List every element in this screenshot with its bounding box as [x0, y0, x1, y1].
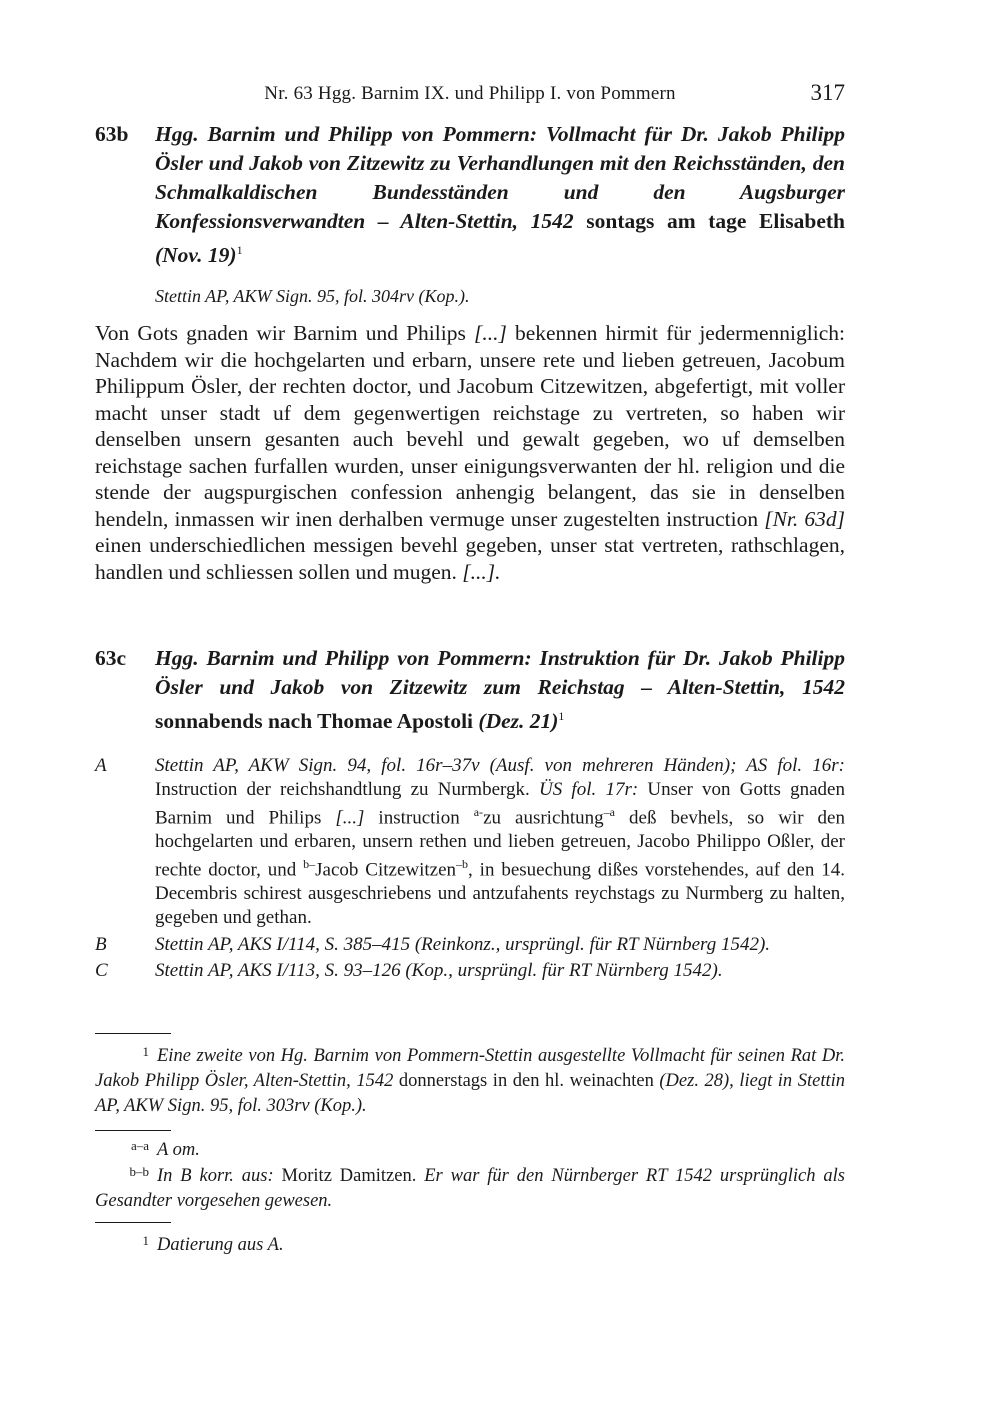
footnote-ref: 1 [558, 709, 565, 723]
footnote-text: (Dez. 28), liegt in Stettin AP, AKW Sign. 95, fol. 303rv (Kop.). [95, 1071, 845, 1116]
text-segment: Jacob Citzewitzen [315, 859, 457, 881]
source-line: Stettin AP, AKW Sign. 95, fol. 304rv (Kop.). [155, 286, 470, 307]
text-segment: Von Gots gnaden wir Barnim und Philips [95, 321, 474, 346]
footnote-rule [95, 1033, 171, 1034]
editorial-ellipsis: [...] [473, 321, 507, 346]
cross-reference: [Nr. 63d] [764, 506, 845, 531]
witness-b [95, 933, 845, 957]
footnote-mark: 1 [142, 1044, 149, 1059]
footnote-mark: 1 [142, 1233, 149, 1248]
note-mark: b– [303, 857, 316, 872]
text-segment: instruction [364, 807, 474, 829]
witness-source: Stettin AP, AKS I/114, S. 385–415 (Reinkonz., ursprüngl. für RT Nürnberg 1542). [155, 934, 771, 956]
siglum: A [95, 755, 107, 777]
heading-63b [95, 120, 845, 270]
document-number: 63b [95, 122, 129, 146]
witness-source: Stettin AP, AKS I/113, S. 93–126 (Kop., ursprüngl. für RT Nürnberg 1542). [155, 959, 723, 981]
witness-a [95, 754, 845, 929]
document-number: 63c [95, 646, 127, 670]
note-text: Moritz Damitzen. [273, 1166, 425, 1186]
text-segment: zu ausrichtung [483, 807, 604, 829]
siglum: B [95, 934, 107, 956]
heading-date-phrase: sontags am tage Elisabeth [586, 209, 846, 233]
footnote-text: Datierung aus A. [157, 1235, 284, 1255]
note-mark: –a [603, 805, 615, 820]
footnote-63b-1 [95, 1039, 845, 1119]
running-title: Nr. 63 Hgg. Barnim IX. und Philipp I. von Pommern [264, 83, 676, 104]
heading-date: (Dez. 21) [478, 709, 559, 734]
text-label: ÜS fol. 17r: [538, 778, 639, 800]
heading-63c [95, 644, 845, 736]
heading-date-phrase: sonnabends nach Thomae Apostoli [155, 709, 474, 734]
footnote-63c-1 [95, 1228, 845, 1258]
text-segment: , in besuechung dißes vorstehendes, auf den 14. Decembris schirest ausgeschriebens und antzufahents reychstags zu Nurmberg zu halten, gegeben und gethan. [155, 859, 846, 928]
footnote-ref: 1 [236, 243, 243, 257]
note-text: A om. [157, 1140, 200, 1160]
note-mark: a–a [130, 1138, 149, 1153]
note-mark: –b [456, 857, 469, 872]
running-header [95, 80, 845, 108]
text-segment: bekennen hirmit für jedermenniglich: Nachdem wir die hochgelarten und erbarn, unsere rete und lieben getreuen, Jacobum Philippum Ösler, der rechten doctor, und Jacobum Citzewitzen, abgefertigt, mit voller macht unser stadt uf dem gegenwertigen reichstage zu vertreten, so haben wir denselben unsern gesanten auch bevehl und gewalt gegeben, wo uf demselben reichstage sachen furfallen wurden, unser einigungsverwanten der hl. religion und die stende der augspurgischen confession anhengig belangent, das sie in denselben hendeln, inmassen wir inen derhalben vermuge unser zugestelten instruction [95, 321, 845, 531]
editorial-ellipsis: [...]. [462, 559, 501, 584]
note-mark: a- [473, 805, 484, 820]
textual-note-b [95, 1159, 845, 1214]
note-mark: b–b [129, 1164, 149, 1179]
document-63b [95, 120, 845, 585]
document-63c [95, 644, 845, 982]
note-text: In B korr. aus: [157, 1166, 274, 1186]
heading-title: Hgg. Barnim und Philipp von Pommern: Instruktion für Dr. Jakob Philipp Ösler und Jakob von Zitzewitz zum Reichstag – Alten-Stettin, 1542 [155, 646, 845, 699]
footnote-text: donnerstags in den hl. weinachten [393, 1071, 660, 1091]
siglum: C [95, 959, 108, 981]
witness-c [95, 959, 845, 983]
textual-notes-rule [95, 1130, 171, 1131]
document-text [95, 320, 845, 585]
heading-title: Hgg. Barnim und Philipp von Pommern: Vollmacht für Dr. Jakob Philipp Ösler und Jakob von Zitzewitz zu Verhandlungen mit den Reichsständen, den Schmalkaldischen Bundesständen und den Augsburger Konfessionsverwandten – Alten-Stettin, 1542 [155, 122, 845, 233]
page-number: 317 [810, 80, 845, 105]
heading-date: (Nov. 19) [155, 243, 237, 268]
note-text: Er war für den Nürnberger RT 1542 ursprünglich als Gesandter vorgesehen gewesen. [95, 1166, 845, 1211]
text-segment: Instruction der reichshandtlung zu Nurmbergk. [155, 778, 539, 800]
footnote-rule-63c [95, 1222, 171, 1223]
text-segment: einen underschiedlichen messigen bevehl gegeben, unser stat vertreten, rathschlagen, handlen und schliessen sollen und mugen. [95, 533, 845, 584]
text-segment: Unser von Gotts gnaden Barnim und Philips [155, 778, 845, 829]
footnote-text: Eine zweite von Hg. Barnim von Pommern-Stettin ausgestellte Vollmacht für seinen Rat Dr. Jakob Philipp Ösler, Alten-Stettin, 1542 [95, 1046, 845, 1091]
witness-source: Stettin AP, AKW Sign. 94, fol. 16r–37v (Ausf. von mehreren Händen); AS fol. 16r: [155, 755, 845, 777]
text-segment: deß bevhels, so wir den hochgelarten und erbaren, unsern rethen und lieben getreuen, Jacobo Philippo Oßler, der rechte doctor, und [155, 807, 845, 881]
editorial-ellipsis: [...] [335, 807, 365, 829]
